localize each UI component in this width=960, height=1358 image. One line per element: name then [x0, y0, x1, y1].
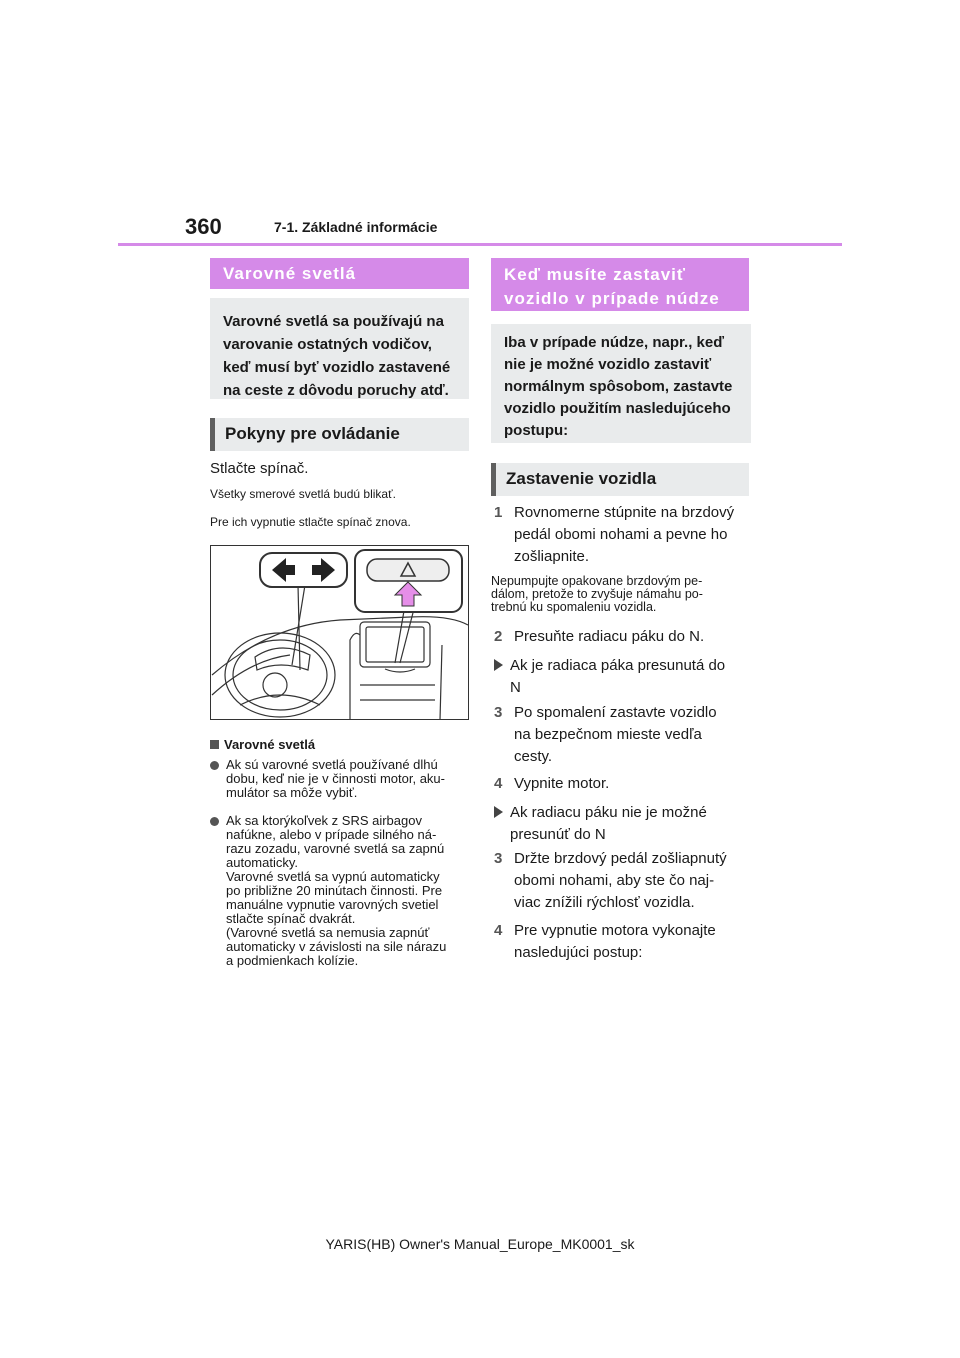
triangle-bullet-icon: [494, 659, 503, 671]
hazard-lights-heading: Varovné svetlá: [210, 258, 469, 289]
stopping-vehicle-heading: Zastavenie vozidla: [491, 463, 749, 496]
flash-text: Všetky smerové svetlá budú blikať.: [210, 487, 396, 501]
intro-line: Varovné svetlá sa používajú na: [223, 313, 444, 330]
round-bullet-icon: [210, 761, 219, 770]
emergency-stop-intro: Iba v prípade núdze, napr., keď nie je možné vozidlo zastaviť normálnym spôsobom, zastavte vozidlo použitím nasledujúceho postupu:: [491, 324, 751, 443]
footer-manual-id: YARIS(HB) Owner's Manual_Europe_MK0001_sk: [325, 1236, 635, 1252]
page-number: 360: [185, 214, 222, 239]
square-bullet-icon: [210, 740, 219, 749]
intro-line: keď musí byť vozidlo zastavené: [223, 359, 451, 376]
emergency-stop-heading: Keď musíte zastaviť vozidlo v prípade núdze: [491, 258, 749, 311]
case-shift-impossible: Ak radiacu páku nie je možné presunúť do N: [494, 802, 754, 846]
intro-line: varovanie ostatných vodičov,: [223, 336, 432, 353]
intro-line: na ceste z dôvodu poruchy atď.: [223, 382, 449, 399]
step-3: 3 Po spomalení zastavte vozidlo na bezpečnom mieste vedľa cesty.: [494, 704, 717, 765]
section-title: 7-1. Základné informácie: [274, 219, 438, 235]
hazard-switch-illustration: [210, 545, 469, 720]
step-1: 1 Rovnomerne stúpnite na brzdový pedál obomi nohami a pevne ho zošliapnite.: [494, 504, 735, 565]
step-2: 2 Presuňte radiacu páku do N.: [494, 628, 705, 645]
hazard-lights-intro: [210, 298, 469, 399]
step-engine-off: 4 Pre vypnutie motora vykonajte nasledujúci postup:: [494, 922, 716, 961]
press-switch-text: Stlačte spínač.: [210, 460, 309, 477]
header-divider: [118, 243, 842, 246]
step-hold-brake: 3 Držte brzdový pedál zošliapnutý obomi nohami, aby ste čo naj- viac znížili rýchlosť vozidla.: [494, 850, 727, 911]
note-battery: Ak sú varovné svetlá používané dlhú dobu, keď nie je v činnosti motor, aku- mulátor sa môže vybiť.: [210, 758, 470, 800]
step-1-note: Nepumpujte opakovane brzdovým pe- dálom, pretože to zvyšuje námahu po- trebnú ku spomaleniu vozidla.: [491, 574, 703, 614]
triangle-bullet-icon: [494, 806, 503, 818]
step-4: 4 Vypnite motor.: [494, 775, 610, 792]
note-airbag: Ak sa ktorýkoľvek z SRS airbagov nafúkne, alebo v prípade silného ná- razu zozadu, varovné svetlá sa zapnú automaticky. Varovné svetlá sa vypnú automaticky po približne 20 minútach činnosti. Pre manuálne vypnutie varovných svetiel stlačte spínač dvakrát. (Varovné svetlá sa nemusia zapnúť automaticky v závislosti na sile nárazu a podmienkach kolízie.: [210, 814, 470, 968]
notes-heading: Varovné svetlá: [210, 738, 470, 754]
operating-instructions-heading: Pokyny pre ovládanie: [210, 418, 469, 451]
round-bullet-icon: [210, 817, 219, 826]
case-shift-possible: Ak je radiaca páka presunutá do N: [494, 655, 754, 699]
switch-off-text: Pre ich vypnutie stlačte spínač znova.: [210, 515, 411, 529]
